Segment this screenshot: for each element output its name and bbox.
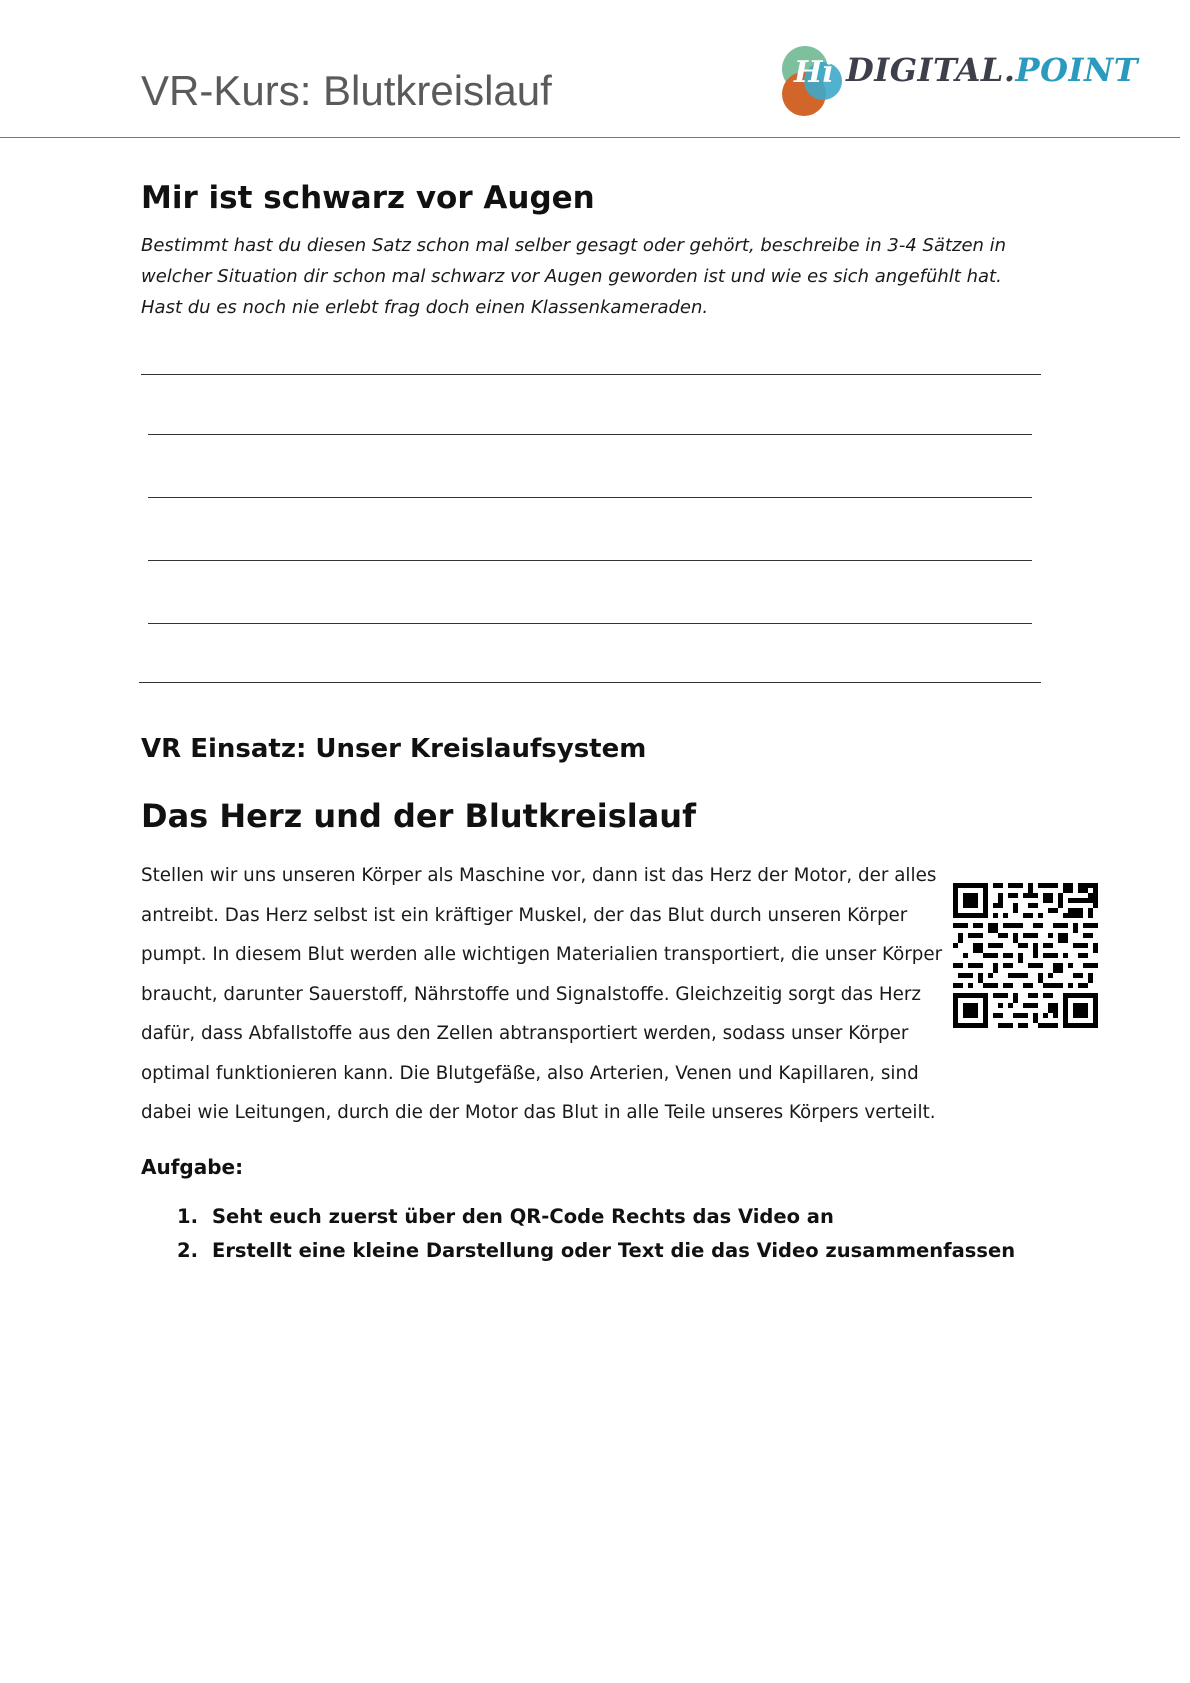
header-divider — [0, 137, 1180, 138]
logo-text-dark: DIGITAL. — [846, 51, 1016, 89]
document-title: VR-Kurs: Blutkreislauf — [141, 67, 552, 114]
task-label: Aufgabe: — [141, 1155, 244, 1179]
task-number: 1. — [177, 1205, 198, 1228]
task-text: Seht euch zuerst über den QR-Code Rechts das Video an — [212, 1205, 834, 1228]
answer-line[interactable] — [139, 682, 1041, 683]
body-paragraph: Stellen wir uns unseren Körper als Maschine vor, dann ist das Herz der Motor, der alles antreibt. Das Herz selbst ist ein kräftiger Muskel, der das Blut durch unseren Körper pumpt. In diesem Blut werden alle wichtigen Materialien transportiert, die unser Körper braucht, darunter Sauerstoff, Nährstoffe und Signalstoffe. Gleichzeitig sorgt das Herz dafür, dass Abfallstoffe aus den Zellen abtransportiert werden, sodass unser Körper optimal funktionieren kann. Die Blutgefäße, also Arterien, Venen und Kapillaren, sind dabei wie Leitungen, durch die der Motor das Blut in alle Teile unseres Körpers verteilt. — [141, 865, 943, 1123]
qr-code-icon[interactable] — [953, 883, 1098, 1028]
answer-line[interactable] — [148, 497, 1032, 498]
logo-wordmark — [846, 51, 1139, 89]
answer-line[interactable] — [148, 623, 1032, 624]
task-number: 2. — [177, 1239, 198, 1262]
section-heading-herz-blutkreislauf: Das Herz und der Blutkreislauf — [141, 797, 696, 835]
writing-prompt: Bestimmt hast du diesen Satz schon mal selber gesagt oder gehört, beschreibe in 3-4 Sätzen in welcher Situation dir schon mal schwarz vor Augen geworden ist und wie es sich angefühlt hat. Hast du es noch nie erlebt frag doch einen Klassenkameraden. — [141, 235, 1007, 318]
logo-text-accent: POINT — [1015, 51, 1139, 89]
task-item — [177, 1234, 1015, 1268]
answer-line[interactable] — [141, 374, 1041, 375]
digital-point-logo — [780, 44, 1150, 120]
section-heading-schwarz-vor-augen: Mir ist schwarz vor Augen — [141, 180, 595, 216]
answer-line[interactable] — [148, 434, 1032, 435]
task-list — [177, 1200, 1015, 1268]
task-item — [177, 1200, 1015, 1234]
section-subheading-vr-einsatz: VR Einsatz: Unser Kreislaufsystem — [141, 734, 647, 764]
task-text: Erstellt eine kleine Darstellung oder Text die das Video zusammenfassen — [212, 1239, 1016, 1262]
logo-mark: Hi — [794, 55, 834, 90]
answer-line[interactable] — [148, 560, 1032, 561]
